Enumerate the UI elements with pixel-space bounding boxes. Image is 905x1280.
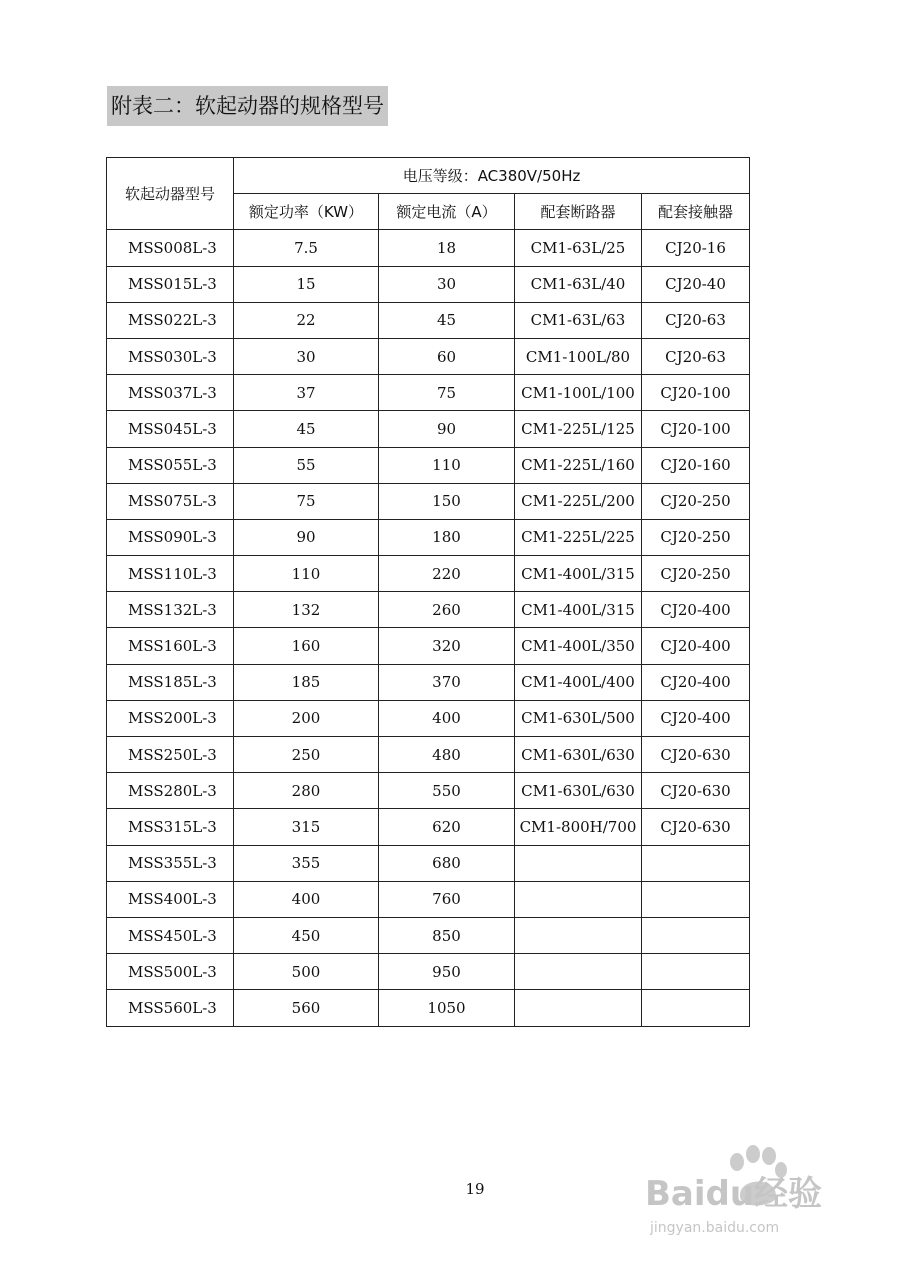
cell-power: 560 bbox=[234, 990, 379, 1026]
cell-breaker: CM1-400L/315 bbox=[515, 592, 642, 628]
cell-contactor: CJ20-400 bbox=[642, 664, 750, 700]
cell-contactor: CJ20-160 bbox=[642, 447, 750, 483]
table-row bbox=[107, 447, 750, 483]
watermark-brand: Baidu经验 bbox=[645, 1174, 823, 1214]
cell-breaker bbox=[515, 845, 642, 881]
cell-current: 220 bbox=[379, 556, 515, 592]
cell-model: MSS560L-3 bbox=[107, 990, 234, 1026]
cell-breaker: CM1-63L/63 bbox=[515, 302, 642, 338]
cell-current: 400 bbox=[379, 700, 515, 736]
cell-power: 500 bbox=[234, 954, 379, 990]
cell-breaker: CM1-100L/100 bbox=[515, 375, 642, 411]
watermark-url: jingyan.baidu.com bbox=[650, 1220, 780, 1236]
cell-power: 110 bbox=[234, 556, 379, 592]
table-row bbox=[107, 338, 750, 374]
cell-current: 320 bbox=[379, 628, 515, 664]
cell-power: 37 bbox=[234, 375, 379, 411]
cell-contactor: CJ20-16 bbox=[642, 230, 750, 266]
cell-current: 260 bbox=[379, 592, 515, 628]
cell-current: 1050 bbox=[379, 990, 515, 1026]
cell-contactor: CJ20-63 bbox=[642, 338, 750, 374]
table-row bbox=[107, 375, 750, 411]
cell-power: 45 bbox=[234, 411, 379, 447]
voltage-header: 电压等级：AC380V/50Hz bbox=[234, 158, 750, 194]
cell-model: MSS037L-3 bbox=[107, 375, 234, 411]
cell-breaker: CM1-630L/630 bbox=[515, 737, 642, 773]
cell-current: 620 bbox=[379, 809, 515, 845]
cell-current: 75 bbox=[379, 375, 515, 411]
column-header-power: 额定功率（KW） bbox=[234, 194, 379, 230]
cell-power: 355 bbox=[234, 845, 379, 881]
table-row bbox=[107, 809, 750, 845]
cell-breaker: CM1-630L/630 bbox=[515, 773, 642, 809]
table-row bbox=[107, 230, 750, 266]
column-header-contactor: 配套接触器 bbox=[642, 194, 750, 230]
cell-breaker bbox=[515, 881, 642, 917]
table-row bbox=[107, 990, 750, 1026]
page-title: 附表二：软起动器的规格型号 bbox=[107, 86, 388, 126]
cell-model: MSS008L-3 bbox=[107, 230, 234, 266]
cell-breaker: CM1-63L/40 bbox=[515, 266, 642, 302]
watermark bbox=[640, 1140, 860, 1240]
cell-power: 22 bbox=[234, 302, 379, 338]
cell-contactor: CJ20-400 bbox=[642, 700, 750, 736]
cell-model: MSS132L-3 bbox=[107, 592, 234, 628]
table-row bbox=[107, 737, 750, 773]
cell-power: 200 bbox=[234, 700, 379, 736]
cell-model: MSS015L-3 bbox=[107, 266, 234, 302]
column-header-breaker: 配套断路器 bbox=[515, 194, 642, 230]
cell-current: 180 bbox=[379, 519, 515, 555]
cell-breaker: CM1-225L/160 bbox=[515, 447, 642, 483]
cell-model: MSS355L-3 bbox=[107, 845, 234, 881]
cell-power: 160 bbox=[234, 628, 379, 664]
table-row bbox=[107, 845, 750, 881]
cell-contactor: CJ20-630 bbox=[642, 773, 750, 809]
cell-contactor: CJ20-250 bbox=[642, 483, 750, 519]
cell-current: 480 bbox=[379, 737, 515, 773]
cell-breaker bbox=[515, 990, 642, 1026]
cell-breaker: CM1-63L/25 bbox=[515, 230, 642, 266]
cell-power: 250 bbox=[234, 737, 379, 773]
cell-model: MSS500L-3 bbox=[107, 954, 234, 990]
cell-current: 110 bbox=[379, 447, 515, 483]
page-number: 19 bbox=[465, 1180, 485, 1198]
table-row bbox=[107, 411, 750, 447]
cell-contactor: CJ20-630 bbox=[642, 737, 750, 773]
cell-current: 150 bbox=[379, 483, 515, 519]
table-row bbox=[107, 881, 750, 917]
cell-current: 550 bbox=[379, 773, 515, 809]
baidu-paw-icon bbox=[640, 1140, 860, 1240]
cell-power: 132 bbox=[234, 592, 379, 628]
cell-model: MSS315L-3 bbox=[107, 809, 234, 845]
cell-breaker: CM1-225L/200 bbox=[515, 483, 642, 519]
cell-breaker: CM1-225L/225 bbox=[515, 519, 642, 555]
cell-power: 90 bbox=[234, 519, 379, 555]
cell-model: MSS450L-3 bbox=[107, 917, 234, 953]
cell-model: MSS250L-3 bbox=[107, 737, 234, 773]
cell-power: 315 bbox=[234, 809, 379, 845]
cell-current: 60 bbox=[379, 338, 515, 374]
cell-model: MSS045L-3 bbox=[107, 411, 234, 447]
cell-contactor bbox=[642, 881, 750, 917]
cell-model: MSS022L-3 bbox=[107, 302, 234, 338]
cell-model: MSS030L-3 bbox=[107, 338, 234, 374]
cell-power: 185 bbox=[234, 664, 379, 700]
table-row bbox=[107, 519, 750, 555]
cell-contactor: CJ20-250 bbox=[642, 556, 750, 592]
cell-contactor: CJ20-400 bbox=[642, 628, 750, 664]
table-row bbox=[107, 556, 750, 592]
cell-contactor bbox=[642, 954, 750, 990]
cell-contactor bbox=[642, 845, 750, 881]
table-row bbox=[107, 664, 750, 700]
cell-breaker: CM1-400L/350 bbox=[515, 628, 642, 664]
cell-current: 45 bbox=[379, 302, 515, 338]
cell-contactor: CJ20-400 bbox=[642, 592, 750, 628]
cell-current: 90 bbox=[379, 411, 515, 447]
cell-breaker: CM1-630L/500 bbox=[515, 700, 642, 736]
cell-breaker: CM1-225L/125 bbox=[515, 411, 642, 447]
table-row bbox=[107, 266, 750, 302]
cell-breaker: CM1-800H/700 bbox=[515, 809, 642, 845]
cell-current: 950 bbox=[379, 954, 515, 990]
column-header-current: 额定电流（A） bbox=[379, 194, 515, 230]
cell-breaker: CM1-400L/315 bbox=[515, 556, 642, 592]
cell-current: 760 bbox=[379, 881, 515, 917]
cell-model: MSS280L-3 bbox=[107, 773, 234, 809]
cell-contactor: CJ20-100 bbox=[642, 411, 750, 447]
cell-power: 75 bbox=[234, 483, 379, 519]
cell-current: 30 bbox=[379, 266, 515, 302]
cell-model: MSS400L-3 bbox=[107, 881, 234, 917]
spec-table bbox=[106, 157, 750, 1027]
cell-power: 7.5 bbox=[234, 230, 379, 266]
cell-breaker: CM1-400L/400 bbox=[515, 664, 642, 700]
cell-contactor bbox=[642, 917, 750, 953]
cell-model: MSS110L-3 bbox=[107, 556, 234, 592]
cell-power: 55 bbox=[234, 447, 379, 483]
cell-model: MSS185L-3 bbox=[107, 664, 234, 700]
cell-power: 15 bbox=[234, 266, 379, 302]
spec-table-body bbox=[107, 230, 750, 1026]
cell-model: MSS090L-3 bbox=[107, 519, 234, 555]
cell-model: MSS200L-3 bbox=[107, 700, 234, 736]
cell-current: 680 bbox=[379, 845, 515, 881]
cell-current: 370 bbox=[379, 664, 515, 700]
cell-breaker bbox=[515, 917, 642, 953]
cell-power: 450 bbox=[234, 917, 379, 953]
model-header: 软起动器型号 bbox=[107, 158, 234, 230]
table-row bbox=[107, 628, 750, 664]
cell-model: MSS075L-3 bbox=[107, 483, 234, 519]
cell-power: 30 bbox=[234, 338, 379, 374]
table-row bbox=[107, 917, 750, 953]
cell-power: 400 bbox=[234, 881, 379, 917]
cell-contactor: CJ20-630 bbox=[642, 809, 750, 845]
table-row bbox=[107, 483, 750, 519]
table-row bbox=[107, 302, 750, 338]
table-row bbox=[107, 773, 750, 809]
cell-contactor: CJ20-40 bbox=[642, 266, 750, 302]
cell-model: MSS055L-3 bbox=[107, 447, 234, 483]
cell-breaker bbox=[515, 954, 642, 990]
cell-contactor: CJ20-100 bbox=[642, 375, 750, 411]
cell-contactor bbox=[642, 990, 750, 1026]
cell-current: 850 bbox=[379, 917, 515, 953]
cell-contactor: CJ20-250 bbox=[642, 519, 750, 555]
cell-power: 280 bbox=[234, 773, 379, 809]
cell-current: 18 bbox=[379, 230, 515, 266]
table-row bbox=[107, 954, 750, 990]
cell-contactor: CJ20-63 bbox=[642, 302, 750, 338]
cell-breaker: CM1-100L/80 bbox=[515, 338, 642, 374]
table-row bbox=[107, 592, 750, 628]
cell-model: MSS160L-3 bbox=[107, 628, 234, 664]
table-row bbox=[107, 700, 750, 736]
